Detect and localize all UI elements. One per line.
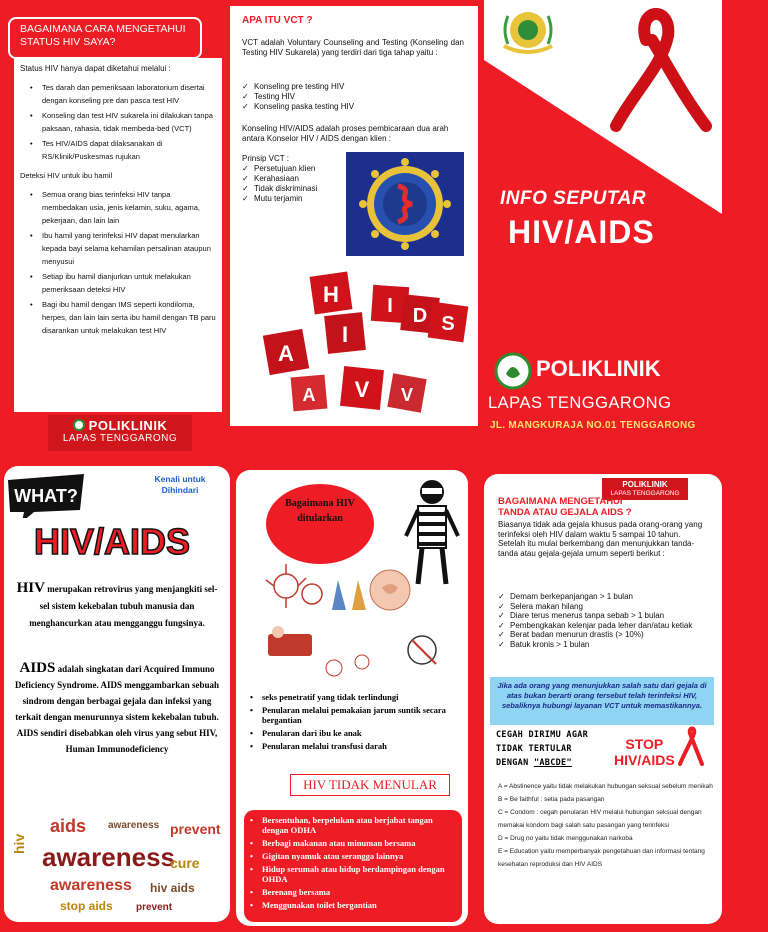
vct-note: Jika ada orang yang menunjukkan salah satu dari gejala di atas bukan berarti orang tersebut telah terinfeksi HIV, sebaliknya hubungi layanan VCT untuk memastikannya. xyxy=(490,677,714,725)
prinsip-title: Prinsip VCT : xyxy=(242,154,289,163)
list-item: ✓ Testing HIV xyxy=(242,92,354,102)
title-line: TANDA ATAU GEJALA AIDS ? xyxy=(498,507,632,518)
list-item: ✓ Persetujuan klien xyxy=(242,164,317,174)
bakti-husada-logo-icon xyxy=(494,352,532,390)
cover-poliklinik: POLIKLINIK xyxy=(536,356,661,381)
title-line: BAGAIMANA MENGETAHUI xyxy=(498,496,623,507)
cube-letter-d: D xyxy=(412,305,428,327)
status-hiv-panel xyxy=(14,58,222,412)
cube-letter-s: S xyxy=(441,313,455,335)
cube-letter-i2: I xyxy=(387,295,393,317)
list-item: C = Condom : cegah penularan HIV melalui hubungan seksual dengan memakai kondom bagi salah satu pasangan yang terinfeksi xyxy=(498,809,702,829)
list-item: • Berenang bersama xyxy=(248,887,458,897)
what-is-hiv-panel xyxy=(4,466,230,922)
svg-text:hiv aids: hiv aids xyxy=(150,881,195,895)
not-transmitted-heading: HIV TIDAK MENULAR xyxy=(290,774,450,796)
stop-hiv: HIV/AIDS xyxy=(614,752,675,768)
symptoms-intro xyxy=(498,520,712,558)
list-item: ✓ Demam berkepanjangan > 1 bulan xyxy=(498,592,712,602)
cegah-line: TIDAK TERTULAR xyxy=(496,744,572,754)
abcde-label: "ABCDE" xyxy=(533,758,572,768)
transmission-panel xyxy=(236,470,468,926)
hiv-definition xyxy=(12,580,222,632)
pemasyarakatan-emblem-icon xyxy=(498,6,558,56)
list-item: ✓ Konseling paska testing HIV xyxy=(242,102,354,112)
stop-hiv-aids xyxy=(614,736,675,768)
cube-letter-a: A xyxy=(278,341,294,366)
logo-subtitle: LAPAS TENGGARONG xyxy=(610,490,680,497)
bubble-text: Bagaimana HIV ditularkan xyxy=(285,498,355,524)
hiv-desc: merupakan retrovirus yang menjangkiti sel-sel sistem kekebalan tubuh manusia dan menghancurkan atau mengganggu fungsinya. xyxy=(29,584,218,628)
list-item: • Penularan melalui transfusi darah xyxy=(248,741,460,751)
list-item: ✓ Tidak diskriminasi xyxy=(242,184,317,194)
list-item: ✓ Mutu terjamin xyxy=(242,194,317,204)
bakti-husada-icon xyxy=(73,419,85,431)
section-heading: Deteksi HIV untuk ibu hamil xyxy=(20,171,113,180)
list-item: ✓ Selera makan hilang xyxy=(498,602,712,612)
abcde-list xyxy=(498,780,714,871)
cover-lapas: LAPAS TENGGARONG xyxy=(488,394,672,412)
aids-desc: adalah singkatan dari Acquired Immuno Deficiency Syndrome. AIDS menggambarkan sebuah sindrom dengan berbagai gejala dan infeksi yang terkait dengan menurunnya sistem kekebalan tubuh. AIDS sendiri disebabkan oleh virus yang sebut HIV, Human Immunodeficiency xyxy=(14,664,220,754)
not-transmitted-box xyxy=(244,810,462,922)
list-item: • Penularan melalui pemakaian jarum suntik secara bergantian xyxy=(248,705,460,725)
cube-letter-v: V xyxy=(354,377,370,402)
list-item: • Setiap ibu hamil dianjurkan untuk melakukan pemeriksaan deteksi HIV xyxy=(28,270,216,296)
svg-text:cure: cure xyxy=(170,855,200,871)
cegah-line xyxy=(496,756,626,770)
cube-letter-a2: A xyxy=(302,385,316,405)
aids-definition xyxy=(12,660,222,757)
status-list xyxy=(28,81,216,163)
svg-text:awareness: awareness xyxy=(50,877,132,894)
kenali-label: Kenali untuk Dihindari xyxy=(154,474,206,495)
list-item: • Bersentuhan, berpelukan atau berjabat tangan dengan ODHA xyxy=(248,815,458,835)
cube-letter-h: H xyxy=(323,282,339,307)
vct-panel xyxy=(230,6,478,426)
list-item: • Menggunakan toilet bergantian xyxy=(248,900,458,910)
symptoms-panel xyxy=(484,474,722,924)
status-intro: Status HIV hanya dapat diketahui melalui : xyxy=(20,64,171,73)
cover-address: JL. MANGKURAJA NO.01 TENGGARONG xyxy=(490,420,696,431)
list-item: ✓ Berat badan menurun drastis (> 10%) xyxy=(498,630,712,640)
svg-text:hiv: hiv xyxy=(11,833,27,854)
aids-word: AIDS xyxy=(19,660,56,676)
logo-subtitle: LAPAS TENGGARONG xyxy=(62,433,178,444)
list-item: • seks penetratif yang tidak terlindungi xyxy=(248,692,460,702)
vct-intro: VCT adalah Voluntary Counseling and Testing (Konseling dan Testing HIV Sukarela) yang terdiri dari tiga tahap yaitu : xyxy=(242,38,464,57)
list-item: • Hidup serumah atau hidup berdampingan dengan OHDA xyxy=(248,864,458,884)
list-item: A = Abstinence yaitu tidak melakukan hubungan seksual sebelum menikah xyxy=(498,783,713,790)
list-item: • Ibu hamil yang terinfeksi HIV dapat menularkan kepada bayi selama kehamilan persalinan ataupun menyusui xyxy=(28,229,216,268)
virus-illustration xyxy=(346,152,464,256)
list-item: ✓ Batuk kronis > 1 bulan xyxy=(498,640,712,650)
svg-text:prevent: prevent xyxy=(136,902,173,913)
cegah-line: CEGAH DIRIMU AGAR xyxy=(496,730,589,740)
cube-letter-v2: V xyxy=(400,385,414,405)
what-text: WHAT? xyxy=(14,486,78,506)
list-item: • Penularan dari ibu ke anak xyxy=(248,728,460,738)
svg-text:prevent: prevent xyxy=(170,821,221,837)
awareness-word-cloud xyxy=(11,806,221,916)
list-item: D = Drug no yaitu tidak menggunakan narkoba xyxy=(498,835,633,842)
list-item: • Berbagi makanan atau minuman bersama xyxy=(248,838,458,848)
list-item: B = Be faithful : setia pada pasangan xyxy=(498,796,605,803)
cover-title: HIV/AIDS xyxy=(508,214,655,250)
what-bubble xyxy=(4,472,88,522)
prevention-heading xyxy=(496,728,626,770)
title-text: HIV/AIDS xyxy=(33,521,191,562)
cegah-prefix: DENGAN xyxy=(496,758,534,768)
list-item: ✓ Diare terus menerus tanpa sebab > 1 bulan xyxy=(498,611,712,621)
list-item: • Tes HIV/AIDS dapat dilaksanakan di RS/Klinik/Puskesmas rujukan xyxy=(28,137,216,163)
list-item: • Tes darah dan pemeriksaan laboratorium disertai dengan konseling pre dan pasca test HIV xyxy=(28,81,216,107)
cover-subtitle: INFO SEPUTAR xyxy=(500,188,647,209)
intro-paragraph: Setelah itu mulai berkembang dan menunjukkan tanda-tanda atau gejala-gejala umum seperti berikut : xyxy=(498,539,695,558)
stop-word: STOP xyxy=(625,736,664,752)
list-item: • Semua orang bias terinfeksi HIV tanpa membedakan usia, jenis kelamin, suku, agama, pekerjaan, dan lain lain xyxy=(28,188,216,227)
konseling-text: Konseling HIV/AIDS adalah proses pembicaraan dua arah antara Konselor HIV / AIDS dengan klien : xyxy=(242,124,449,143)
vct-stages xyxy=(242,82,354,112)
logo-title: POLIKLINIK xyxy=(622,480,668,489)
svg-text:aids: aids xyxy=(50,816,87,836)
hiv-aids-title xyxy=(12,518,212,564)
intro-paragraph: Biasanya tidak ada gejala khusus pada orang-orang yang terinfeksi oleh HIV dalam waktu 5 sampai 10 tahun. xyxy=(498,520,703,539)
transmission-illustrations xyxy=(262,560,458,682)
logo-title: POLIKLINIK xyxy=(88,418,168,433)
cover-panel xyxy=(484,0,722,466)
red-ribbon-icon xyxy=(678,726,704,766)
vct-title: APA ITU VCT ? xyxy=(242,15,313,26)
list-item: • Konseling dan test HIV sukarela ini dilakukan tanpa paksaan, rahasia, tidak membeda-bed (VCT) xyxy=(28,109,216,135)
hiv-aids-cubes xyxy=(262,264,472,424)
pregnancy-list xyxy=(28,188,216,337)
list-item: ✓ Konseling pre testing HIV xyxy=(242,82,354,92)
svg-text:stop aids: stop aids xyxy=(60,899,113,913)
list-item: E = Education yaitu memperbanyak pengetahuan dan informasi tentang kesehatan reproduksi dan HIV AIDS xyxy=(498,848,705,868)
hiv-word: HIV xyxy=(16,580,45,596)
symptoms-list xyxy=(498,592,712,649)
list-item: • Bagi ibu hamil dengan IMS seperti kondiloma, herpes, dan lain lain serta ibu hamil dengan TB paru disarankan untuk melakukan test HIV xyxy=(28,298,216,337)
list-item: • Gigitan nyamuk atau serangga lainnya xyxy=(248,851,458,861)
status-hiv-header: BAGAIMANA CARA MENGETAHUI STATUS HIV SAYA? xyxy=(8,17,202,59)
transmission-list xyxy=(248,692,460,754)
cube-letter-i: I xyxy=(341,322,349,347)
poliklinik-logo-small xyxy=(48,415,192,451)
svg-text:awareness: awareness xyxy=(42,842,175,872)
prinsip-vct xyxy=(242,154,317,204)
list-item: ✓ Kerahasiaan xyxy=(242,174,317,184)
svg-text:awareness: awareness xyxy=(108,820,160,831)
list-item: ✓ Pembengkakan kelenjar pada leher dan/atau ketiak xyxy=(498,621,712,631)
symptoms-title xyxy=(498,496,632,518)
